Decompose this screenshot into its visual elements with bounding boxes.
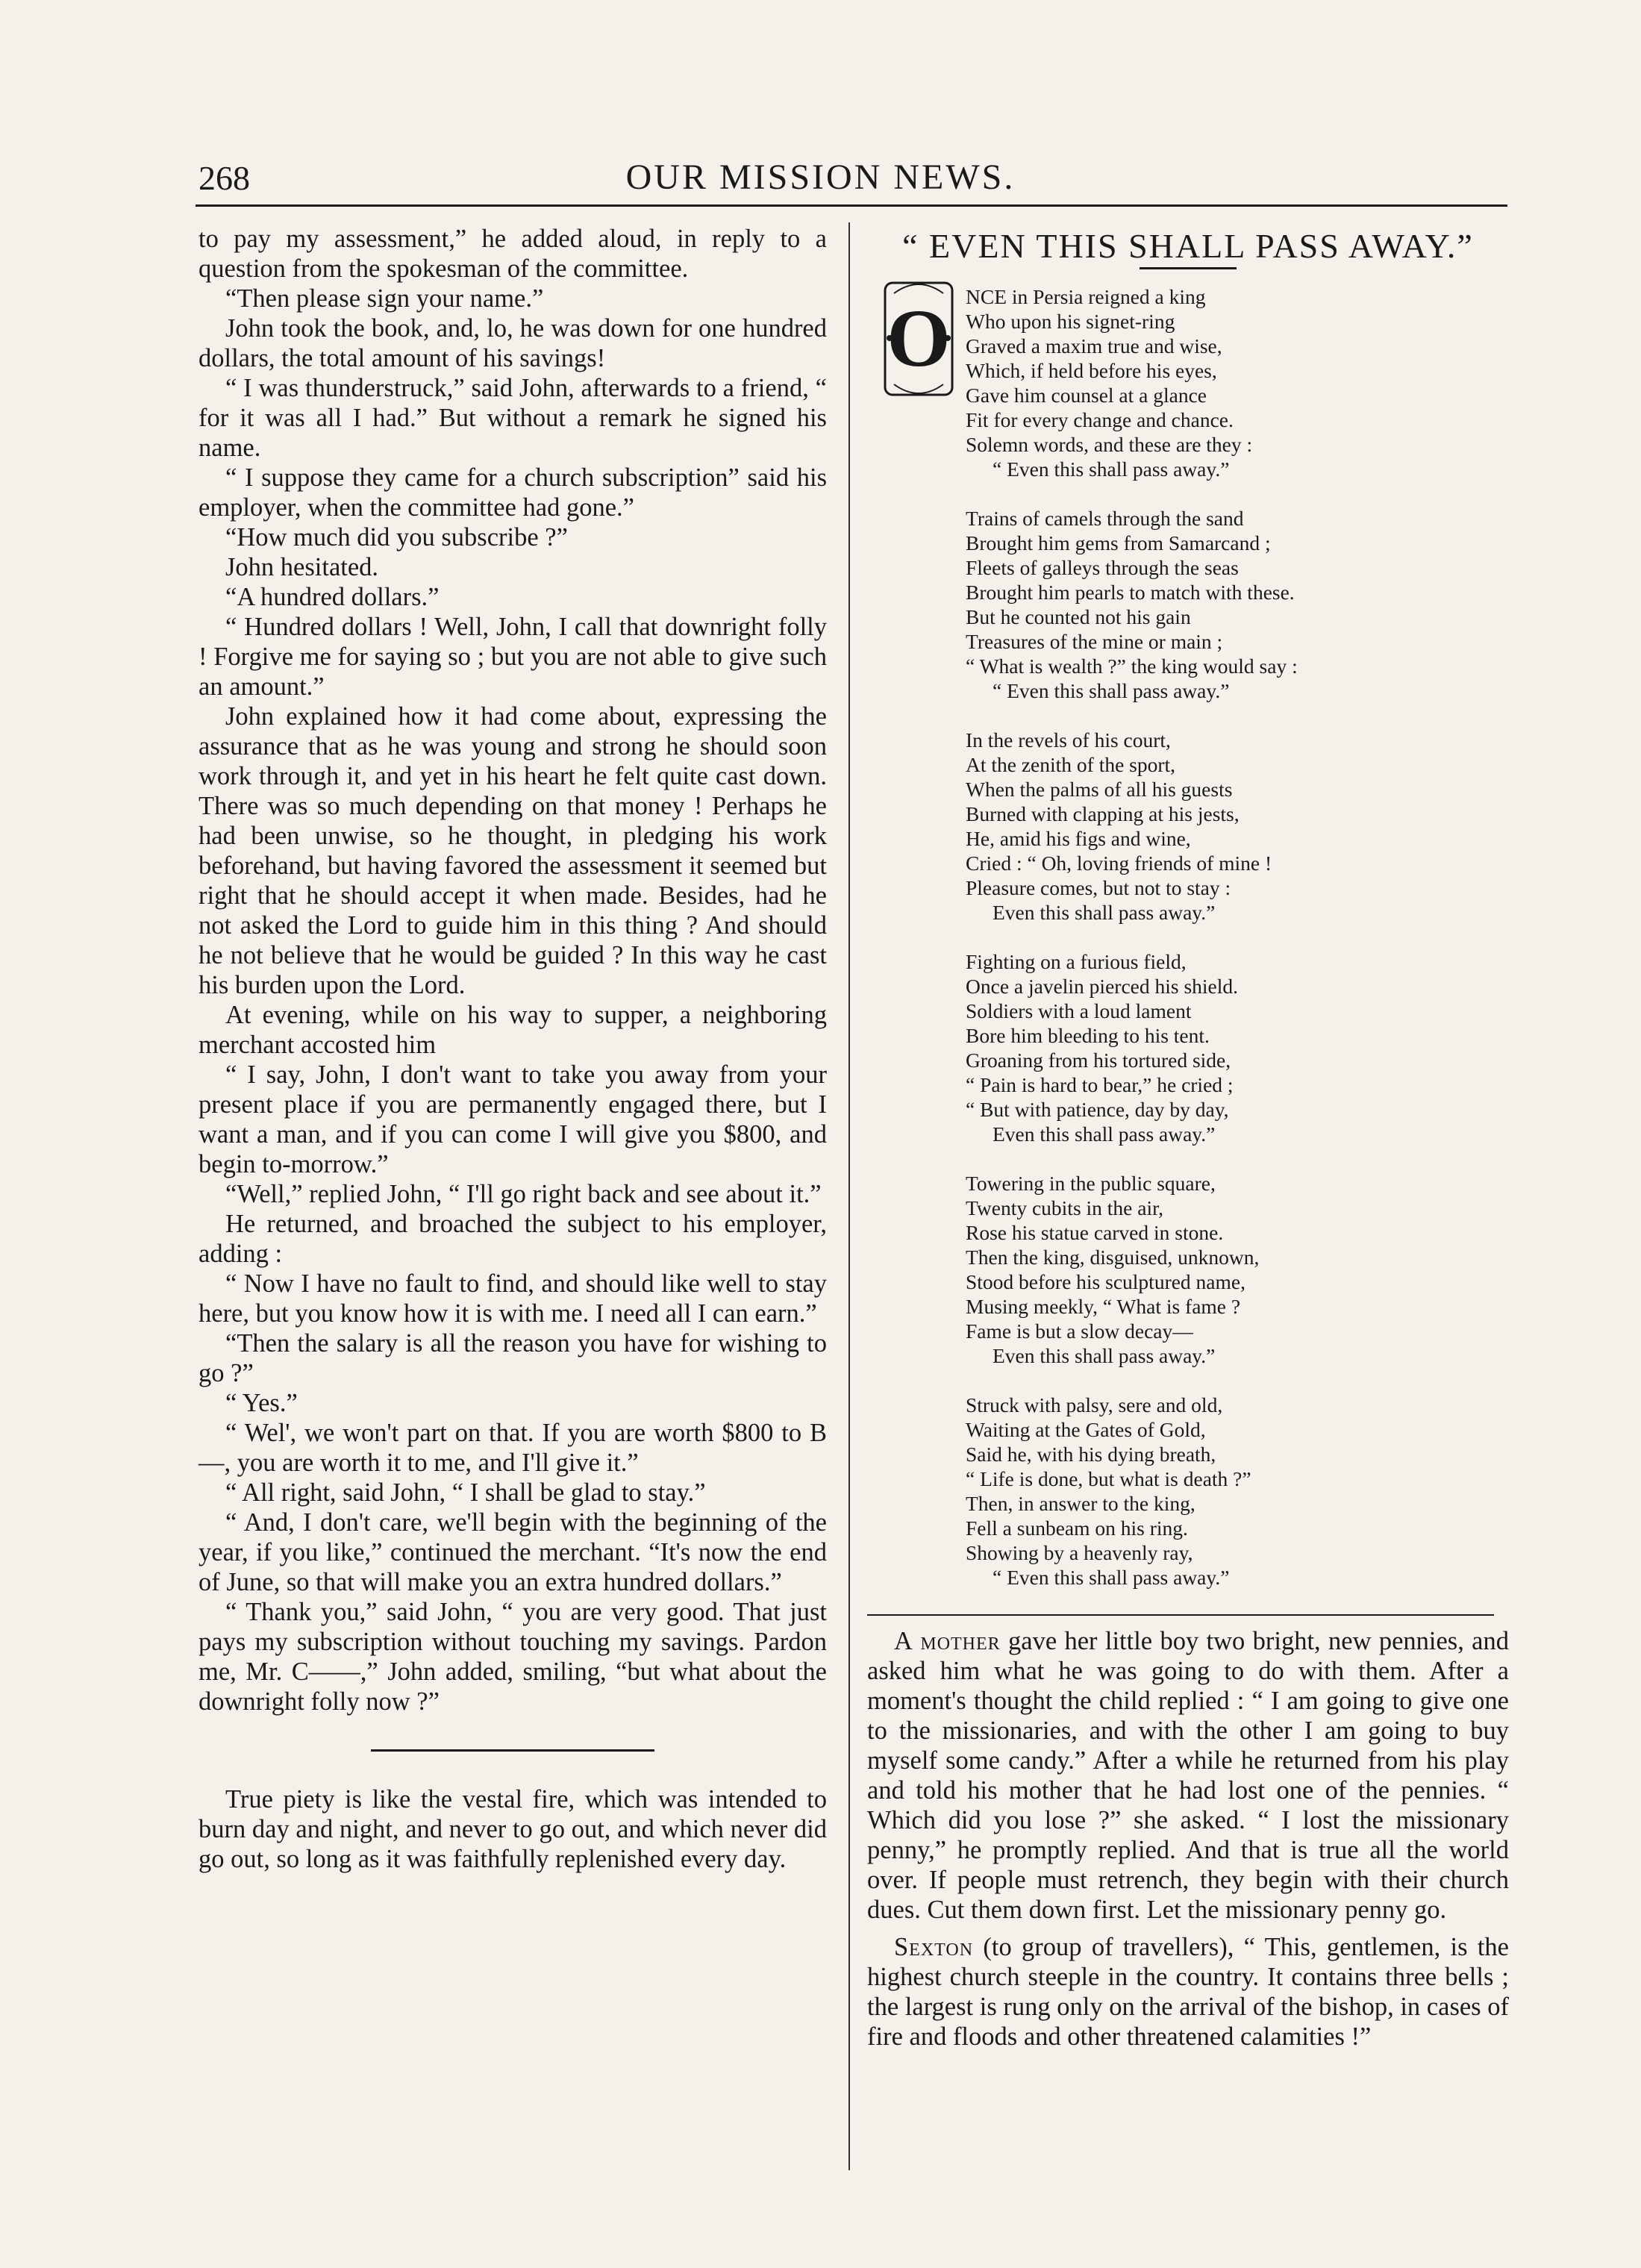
poem-stanza — [966, 949, 1509, 1146]
left-column — [199, 224, 827, 1874]
poem-stanza — [966, 284, 1509, 481]
poem-line: Gave him counsel at a glance — [966, 384, 1207, 407]
drop-cap-ornament — [881, 278, 957, 402]
story-paragraph: John explained how it had come about, expressing the assurance that as he was young and strong he should soon work through it, and yet in his heart he felt quite cast down. There was so much depending on that money ! Perhaps he had been unwise, so he thought, in pledging his work beforehand, but having favored the assessment it seemed but right that he should accept it when made. Besides, had he not asked the Lord to guide him in this thing ? And should he not believe that he would be guided ? In this way he cast his burden upon the Lord. — [199, 702, 827, 999]
story-paragraph: “Well,” replied John, “ I'll go right back and see about it.” — [225, 1180, 822, 1208]
poem-line: But he counted not his gain — [966, 605, 1191, 628]
story-paragraph: “How much did you subscribe ?” — [225, 523, 568, 552]
story-paragraph: “Then please sign your name.” — [225, 284, 544, 313]
poem-line: Showing by a heavenly ray, — [966, 1541, 1193, 1564]
title-rule — [1140, 267, 1237, 269]
poem-stanza — [966, 1171, 1509, 1368]
poem-line: Waiting at the Gates of Gold, — [966, 1418, 1206, 1441]
story-paragraph: “ And, I don't care, we'll begin with the beginning of the year, if you like,” continued the merchant. “It's now the end of June, so that will make you an extra hundred dollars.” — [199, 1508, 827, 1596]
poem-line: Pleasure comes, but not to stay : — [966, 876, 1231, 899]
poem-line: “ But with patience, day by day, — [966, 1098, 1229, 1121]
poem-line: Towering in the public square, — [966, 1172, 1216, 1195]
poem-line: “ What is wealth ?” the king would say : — [966, 655, 1298, 678]
running-head: OUR MISSION NEWS. — [625, 157, 1016, 197]
poem-line: NCE in Persia reigned a king — [966, 285, 1206, 308]
piety-paragraph: True piety is like the vestal fire, which was intended to burn day and night, and never to go out, and which never did go out, so long as it was faithfully replenished every day. — [199, 1785, 827, 1873]
poem-line: Treasures of the mine or main ; — [966, 630, 1223, 653]
poem-line: Which, if held before his eyes, — [966, 359, 1217, 382]
story-paragraph: “ I say, John, I don't want to take you away from your present place if you are permanently engaged there, but I want a man, and if you can come I will give you $800, and begin to-morrow.” — [199, 1060, 827, 1178]
story-paragraph: “ I was thunderstruck,” said John, afterwards to a friend, “ for it was all I had.” But without a remark he signed his name. — [199, 374, 827, 462]
poem-refrain: Even this shall pass away.” — [993, 1344, 1216, 1367]
poem-line: Then the king, disguised, unknown, — [966, 1246, 1260, 1269]
poem-line: Fame is but a slow decay— — [966, 1319, 1193, 1343]
poem-stanza — [966, 728, 1509, 925]
story-paragraph: “ I suppose they came for a church subscription” said his employer, when the committee had gone.” — [199, 463, 827, 522]
poem-line: “ Pain is hard to bear,” he cried ; — [966, 1073, 1234, 1096]
poem-line: Bore him bleeding to his tent. — [966, 1024, 1210, 1047]
poem-line: Rose his statue carved in stone. — [966, 1221, 1224, 1244]
poem-line: Burned with clapping at his jests, — [966, 802, 1240, 825]
story-paragraph: to pay my assessment,” he added aloud, in reply to a question from the spokesman of the committee. — [199, 225, 827, 283]
poem-refrain: Even this shall pass away.” — [993, 901, 1216, 924]
poem-line: Trains of camels through the sand — [966, 507, 1244, 530]
poem-stanza — [966, 506, 1509, 703]
poem-line: In the revels of his court, — [966, 728, 1171, 752]
poem-refrain: “ Even this shall pass away.” — [993, 1566, 1230, 1589]
poem-refrain: Even this shall pass away.” — [993, 1122, 1216, 1146]
poem-line: Twenty cubits in the air, — [966, 1196, 1164, 1219]
story-paragraph: “Then the salary is all the reason you have for wishing to go ?” — [199, 1329, 827, 1387]
story-paragraph: “ Wel', we won't part on that. If you are worth $800 to B—, you are worth it to me, and I'll give it.” — [199, 1419, 827, 1477]
poem-refrain: “ Even this shall pass away.” — [993, 457, 1230, 481]
poem-line: Groaning from his tortured side, — [966, 1049, 1231, 1072]
column-divider — [848, 222, 850, 2170]
poem-line: When the palms of all his guests — [966, 778, 1233, 801]
poem — [867, 284, 1509, 1590]
right-column — [867, 224, 1509, 2052]
poem-title: “ EVEN THIS SHALL PASS AWAY.” — [902, 227, 1474, 265]
poem-stanza — [966, 1393, 1509, 1590]
anecdote-text: (to group of travellers), “ This, gentlemen, is the highest church steeple in the country. It contains three bells ; the largest is rung only on the arrival of the bishop, in cases of fire and floods and other threatened calamities !” — [867, 1933, 1509, 2051]
poem-line: Said he, with his dying breath, — [966, 1443, 1216, 1466]
mother-anecdote — [867, 1626, 1509, 1925]
story-paragraph: John hesitated. — [225, 553, 379, 581]
story-paragraph: “ All right, said John, “ I shall be glad to stay.” — [225, 1478, 706, 1507]
drop-cap-letter: O — [887, 293, 951, 384]
story-paragraph: “ Now I have no fault to find, and should like well to stay here, but you know how it is with me. I need all I can earn.” — [199, 1269, 827, 1328]
header-rule — [196, 204, 1507, 207]
story-paragraph: At evening, while on his way to supper, a neighboring merchant accosted him — [199, 1001, 827, 1059]
poem-line: Fighting on a furious field, — [966, 950, 1187, 973]
page-number: 268 — [199, 159, 250, 197]
poem-refrain: “ Even this shall pass away.” — [993, 679, 1230, 702]
poem-line: “ Life is done, but what is death ?” — [966, 1467, 1251, 1490]
poem-line: Brought him pearls to match with these. — [966, 581, 1295, 604]
anecdote-lead: A mother — [894, 1627, 1001, 1655]
poem-line: Stood before his sculptured name, — [966, 1270, 1245, 1293]
story-paragraph: “A hundred dollars.” — [225, 583, 440, 611]
poem-line: Cried : “ Oh, loving friends of mine ! — [966, 852, 1272, 875]
poem-line: Solemn words, and these are they : — [966, 433, 1253, 456]
poem-line: Struck with palsy, sere and old, — [966, 1393, 1223, 1416]
poem-line: Brought him gems from Samarcand ; — [966, 531, 1271, 554]
poem-line: Once a javelin pierced his shield. — [966, 975, 1239, 998]
poem-line: Graved a maxim true and wise, — [966, 334, 1222, 357]
poem-line: Fit for every change and chance. — [966, 408, 1234, 431]
story-paragraph: “ Yes.” — [225, 1389, 298, 1417]
story-paragraph: “ Thank you,” said John, “ you are very good. That just pays my subscription without touching my savings. Pardon me, Mr. C——,” John added, smiling, “but what about the downright folly now ?” — [199, 1598, 827, 1716]
story-paragraph: He returned, and broached the subject to his employer, adding : — [199, 1210, 827, 1268]
poem-line: Fleets of galleys through the seas — [966, 556, 1239, 579]
poem-line: Who upon his signet-ring — [966, 310, 1175, 333]
anecdote-text: gave her little boy two bright, new pennies, and asked him what he was going to do with them. After a moment's thought the child replied : “ I am going to give one to the missionaries, and with the other I am going to buy myself some candy.” After a while he returned from his play and told his mother that he had lost one of the pennies. “ Which did you lose ?” she asked. “ I lost the missionary penny,” he promptly replied. And that is true all the world over. If people must retrench, they begin with their church dues. Cut them down first. Let the missionary penny go. — [867, 1627, 1509, 1924]
poem-line: Musing meekly, “ What is fame ? — [966, 1295, 1241, 1318]
poem-line: Fell a sunbeam on his ring. — [966, 1516, 1188, 1540]
anecdote-lead: Sexton — [894, 1933, 974, 1961]
poem-end-rule — [867, 1614, 1494, 1616]
sexton-anecdote — [867, 1932, 1509, 2052]
poem-line: He, amid his figs and wine, — [966, 827, 1191, 850]
poem-line: Then, in answer to the king, — [966, 1492, 1195, 1515]
story-paragraph: John took the book, and, lo, he was down for one hundred dollars, the total amount of his savings! — [199, 314, 827, 372]
section-rule — [371, 1749, 654, 1752]
poem-line: At the zenith of the sport, — [966, 753, 1176, 776]
poem-line: Soldiers with a loud lament — [966, 999, 1192, 1022]
story-paragraph: “ Hundred dollars ! Well, John, I call that downright folly ! Forgive me for saying so ; but you are not able to give such an amount.” — [199, 613, 827, 701]
